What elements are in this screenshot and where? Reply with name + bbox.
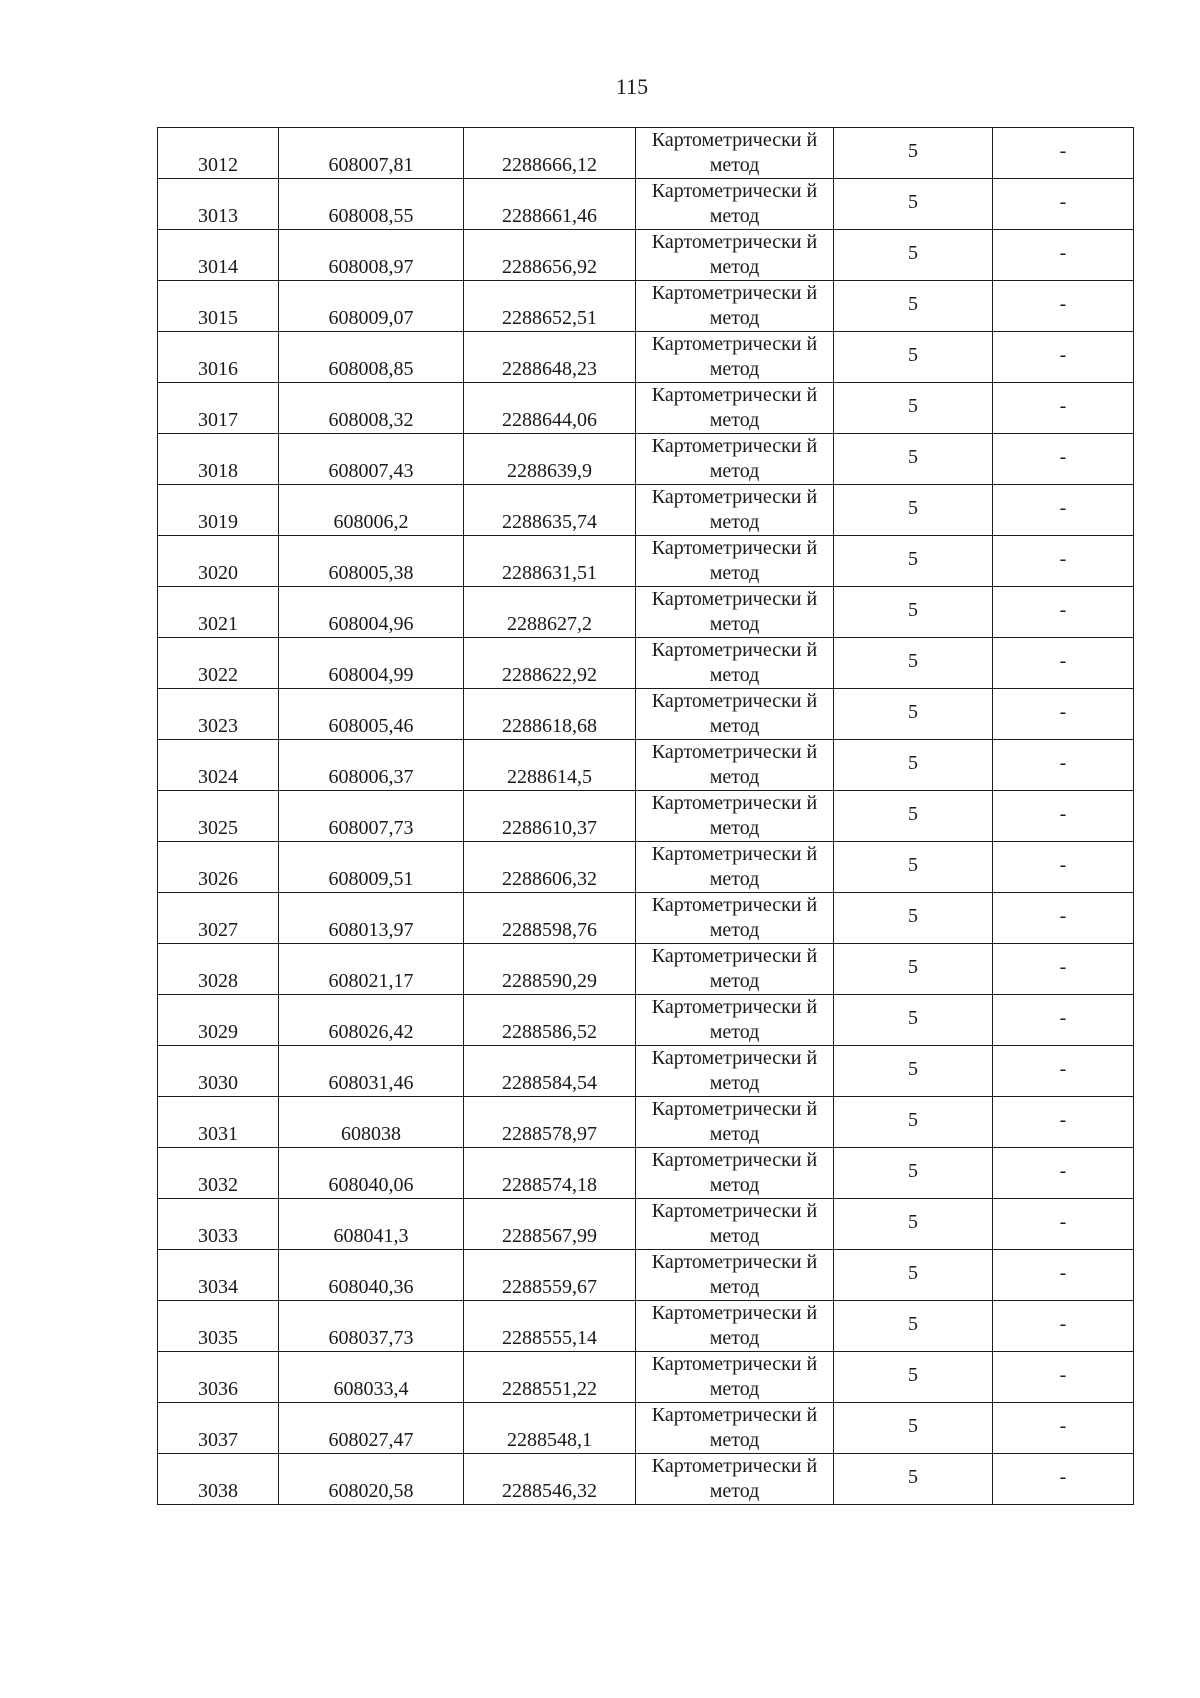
accuracy-cell: 5	[834, 179, 993, 230]
note-cell: -	[993, 638, 1134, 689]
x-coordinate-cell: 608007,81	[279, 128, 464, 179]
y-coordinate-cell: 2288610,37	[464, 791, 636, 842]
table-row	[158, 1097, 1134, 1148]
method-cell: Картометрически й метод	[636, 383, 834, 434]
note-cell: -	[993, 332, 1134, 383]
note-cell: -	[993, 893, 1134, 944]
note-cell: -	[993, 1301, 1134, 1352]
accuracy-cell: 5	[834, 1250, 993, 1301]
note-cell: -	[993, 179, 1134, 230]
method-cell: Картометрически й метод	[636, 485, 834, 536]
point-id-cell: 3032	[158, 1148, 279, 1199]
y-coordinate-cell: 2288644,06	[464, 383, 636, 434]
note-cell: -	[993, 842, 1134, 893]
accuracy-cell: 5	[834, 1046, 993, 1097]
point-id-cell: 3035	[158, 1301, 279, 1352]
table-row	[158, 740, 1134, 791]
note-cell: -	[993, 944, 1134, 995]
point-id-cell: 3018	[158, 434, 279, 485]
note-cell: -	[993, 1352, 1134, 1403]
table-row	[158, 434, 1134, 485]
accuracy-cell: 5	[834, 893, 993, 944]
table-row	[158, 332, 1134, 383]
point-id-cell: 3017	[158, 383, 279, 434]
accuracy-cell: 5	[834, 740, 993, 791]
point-id-cell: 3030	[158, 1046, 279, 1097]
table-body	[158, 128, 1134, 1505]
y-coordinate-cell: 2288598,76	[464, 893, 636, 944]
point-id-cell: 3031	[158, 1097, 279, 1148]
table-row	[158, 791, 1134, 842]
note-cell: -	[993, 1454, 1134, 1505]
y-coordinate-cell: 2288631,51	[464, 536, 636, 587]
table-row	[158, 230, 1134, 281]
accuracy-cell: 5	[834, 995, 993, 1046]
y-coordinate-cell: 2288586,52	[464, 995, 636, 1046]
table-row	[158, 128, 1134, 179]
method-cell: Картометрически й метод	[636, 1454, 834, 1505]
note-cell: -	[993, 689, 1134, 740]
method-cell: Картометрически й метод	[636, 791, 834, 842]
x-coordinate-cell: 608006,2	[279, 485, 464, 536]
x-coordinate-cell: 608026,42	[279, 995, 464, 1046]
table-row	[158, 587, 1134, 638]
x-coordinate-cell: 608040,06	[279, 1148, 464, 1199]
y-coordinate-cell: 2288548,1	[464, 1403, 636, 1454]
note-cell: -	[993, 791, 1134, 842]
point-id-cell: 3013	[158, 179, 279, 230]
y-coordinate-cell: 2288652,51	[464, 281, 636, 332]
accuracy-cell: 5	[834, 638, 993, 689]
accuracy-cell: 5	[834, 485, 993, 536]
table-row	[158, 1199, 1134, 1250]
note-cell: -	[993, 281, 1134, 332]
table-row	[158, 281, 1134, 332]
y-coordinate-cell: 2288666,12	[464, 128, 636, 179]
method-cell: Картометрически й метод	[636, 1352, 834, 1403]
accuracy-cell: 5	[834, 383, 993, 434]
y-coordinate-cell: 2288627,2	[464, 587, 636, 638]
note-cell: -	[993, 128, 1134, 179]
x-coordinate-cell: 608038	[279, 1097, 464, 1148]
y-coordinate-cell: 2288639,9	[464, 434, 636, 485]
note-cell: -	[993, 1097, 1134, 1148]
x-coordinate-cell: 608008,97	[279, 230, 464, 281]
table-row	[158, 1301, 1134, 1352]
y-coordinate-cell: 2288618,68	[464, 689, 636, 740]
y-coordinate-cell: 2288622,92	[464, 638, 636, 689]
point-id-cell: 3014	[158, 230, 279, 281]
y-coordinate-cell: 2288574,18	[464, 1148, 636, 1199]
x-coordinate-cell: 608040,36	[279, 1250, 464, 1301]
point-id-cell: 3033	[158, 1199, 279, 1250]
x-coordinate-cell: 608007,43	[279, 434, 464, 485]
accuracy-cell: 5	[834, 689, 993, 740]
method-cell: Картометрически й метод	[636, 944, 834, 995]
accuracy-cell: 5	[834, 434, 993, 485]
table-row	[158, 485, 1134, 536]
x-coordinate-cell: 608009,07	[279, 281, 464, 332]
table-row	[158, 689, 1134, 740]
method-cell: Картометрически й метод	[636, 1403, 834, 1454]
note-cell: -	[993, 1148, 1134, 1199]
x-coordinate-cell: 608031,46	[279, 1046, 464, 1097]
accuracy-cell: 5	[834, 1301, 993, 1352]
note-cell: -	[993, 536, 1134, 587]
y-coordinate-cell: 2288590,29	[464, 944, 636, 995]
point-id-cell: 3019	[158, 485, 279, 536]
method-cell: Картометрически й метод	[636, 740, 834, 791]
note-cell: -	[993, 1199, 1134, 1250]
coordinates-table	[157, 127, 1134, 1505]
x-coordinate-cell: 608009,51	[279, 842, 464, 893]
method-cell: Картометрически й метод	[636, 1250, 834, 1301]
table-row	[158, 536, 1134, 587]
note-cell: -	[993, 995, 1134, 1046]
note-cell: -	[993, 587, 1134, 638]
point-id-cell: 3029	[158, 995, 279, 1046]
y-coordinate-cell: 2288567,99	[464, 1199, 636, 1250]
x-coordinate-cell: 608007,73	[279, 791, 464, 842]
point-id-cell: 3025	[158, 791, 279, 842]
table-row	[158, 638, 1134, 689]
method-cell: Картометрически й метод	[636, 230, 834, 281]
table-row	[158, 893, 1134, 944]
method-cell: Картометрически й метод	[636, 587, 834, 638]
x-coordinate-cell: 608021,17	[279, 944, 464, 995]
method-cell: Картометрически й метод	[636, 434, 834, 485]
note-cell: -	[993, 230, 1134, 281]
note-cell: -	[993, 740, 1134, 791]
point-id-cell: 3024	[158, 740, 279, 791]
x-coordinate-cell: 608008,85	[279, 332, 464, 383]
y-coordinate-cell: 2288559,67	[464, 1250, 636, 1301]
y-coordinate-cell: 2288648,23	[464, 332, 636, 383]
x-coordinate-cell: 608005,46	[279, 689, 464, 740]
x-coordinate-cell: 608004,99	[279, 638, 464, 689]
page-number: 115	[615, 74, 649, 99]
y-coordinate-cell: 2288635,74	[464, 485, 636, 536]
x-coordinate-cell: 608033,4	[279, 1352, 464, 1403]
note-cell: -	[993, 485, 1134, 536]
y-coordinate-cell: 2288551,22	[464, 1352, 636, 1403]
x-coordinate-cell: 608005,38	[279, 536, 464, 587]
point-id-cell: 3034	[158, 1250, 279, 1301]
x-coordinate-cell: 608008,55	[279, 179, 464, 230]
table-row	[158, 1403, 1134, 1454]
x-coordinate-cell: 608004,96	[279, 587, 464, 638]
method-cell: Картометрически й метод	[636, 842, 834, 893]
method-cell: Картометрически й метод	[636, 1097, 834, 1148]
point-id-cell: 3037	[158, 1403, 279, 1454]
method-cell: Картометрически й метод	[636, 179, 834, 230]
y-coordinate-cell: 2288555,14	[464, 1301, 636, 1352]
note-cell: -	[993, 1403, 1134, 1454]
accuracy-cell: 5	[834, 281, 993, 332]
y-coordinate-cell: 2288584,54	[464, 1046, 636, 1097]
accuracy-cell: 5	[834, 230, 993, 281]
note-cell: -	[993, 1046, 1134, 1097]
accuracy-cell: 5	[834, 1148, 993, 1199]
accuracy-cell: 5	[834, 536, 993, 587]
y-coordinate-cell: 2288614,5	[464, 740, 636, 791]
point-id-cell: 3036	[158, 1352, 279, 1403]
point-id-cell: 3015	[158, 281, 279, 332]
point-id-cell: 3016	[158, 332, 279, 383]
table-row	[158, 944, 1134, 995]
accuracy-cell: 5	[834, 587, 993, 638]
point-id-cell: 3028	[158, 944, 279, 995]
y-coordinate-cell: 2288661,46	[464, 179, 636, 230]
point-id-cell: 3021	[158, 587, 279, 638]
y-coordinate-cell: 2288546,32	[464, 1454, 636, 1505]
table-row	[158, 995, 1134, 1046]
point-id-cell: 3026	[158, 842, 279, 893]
table-row	[158, 179, 1134, 230]
accuracy-cell: 5	[834, 944, 993, 995]
point-id-cell: 3020	[158, 536, 279, 587]
method-cell: Картометрически й метод	[636, 1148, 834, 1199]
x-coordinate-cell: 608027,47	[279, 1403, 464, 1454]
method-cell: Картометрически й метод	[636, 689, 834, 740]
method-cell: Картометрически й метод	[636, 128, 834, 179]
table-row	[158, 1454, 1134, 1505]
table-row	[158, 1046, 1134, 1097]
accuracy-cell: 5	[834, 332, 993, 383]
method-cell: Картометрически й метод	[636, 1301, 834, 1352]
method-cell: Картометрически й метод	[636, 995, 834, 1046]
note-cell: -	[993, 383, 1134, 434]
accuracy-cell: 5	[834, 1454, 993, 1505]
accuracy-cell: 5	[834, 1199, 993, 1250]
table-row	[158, 1352, 1134, 1403]
x-coordinate-cell: 608020,58	[279, 1454, 464, 1505]
x-coordinate-cell: 608006,37	[279, 740, 464, 791]
x-coordinate-cell: 608013,97	[279, 893, 464, 944]
method-cell: Картометрически й метод	[636, 536, 834, 587]
accuracy-cell: 5	[834, 1097, 993, 1148]
point-id-cell: 3027	[158, 893, 279, 944]
method-cell: Картометрически й метод	[636, 893, 834, 944]
table-row	[158, 383, 1134, 434]
table-row	[158, 1250, 1134, 1301]
accuracy-cell: 5	[834, 842, 993, 893]
note-cell: -	[993, 1250, 1134, 1301]
y-coordinate-cell: 2288578,97	[464, 1097, 636, 1148]
table-row	[158, 1148, 1134, 1199]
x-coordinate-cell: 608041,3	[279, 1199, 464, 1250]
point-id-cell: 3022	[158, 638, 279, 689]
point-id-cell: 3012	[158, 128, 279, 179]
accuracy-cell: 5	[834, 128, 993, 179]
x-coordinate-cell: 608037,73	[279, 1301, 464, 1352]
method-cell: Картометрически й метод	[636, 332, 834, 383]
table-row	[158, 842, 1134, 893]
x-coordinate-cell: 608008,32	[279, 383, 464, 434]
point-id-cell: 3023	[158, 689, 279, 740]
accuracy-cell: 5	[834, 1352, 993, 1403]
accuracy-cell: 5	[834, 1403, 993, 1454]
point-id-cell: 3038	[158, 1454, 279, 1505]
method-cell: Картометрически й метод	[636, 281, 834, 332]
y-coordinate-cell: 2288656,92	[464, 230, 636, 281]
method-cell: Картометрически й метод	[636, 1199, 834, 1250]
method-cell: Картометрически й метод	[636, 1046, 834, 1097]
accuracy-cell: 5	[834, 791, 993, 842]
method-cell: Картометрически й метод	[636, 638, 834, 689]
note-cell: -	[993, 434, 1134, 485]
y-coordinate-cell: 2288606,32	[464, 842, 636, 893]
